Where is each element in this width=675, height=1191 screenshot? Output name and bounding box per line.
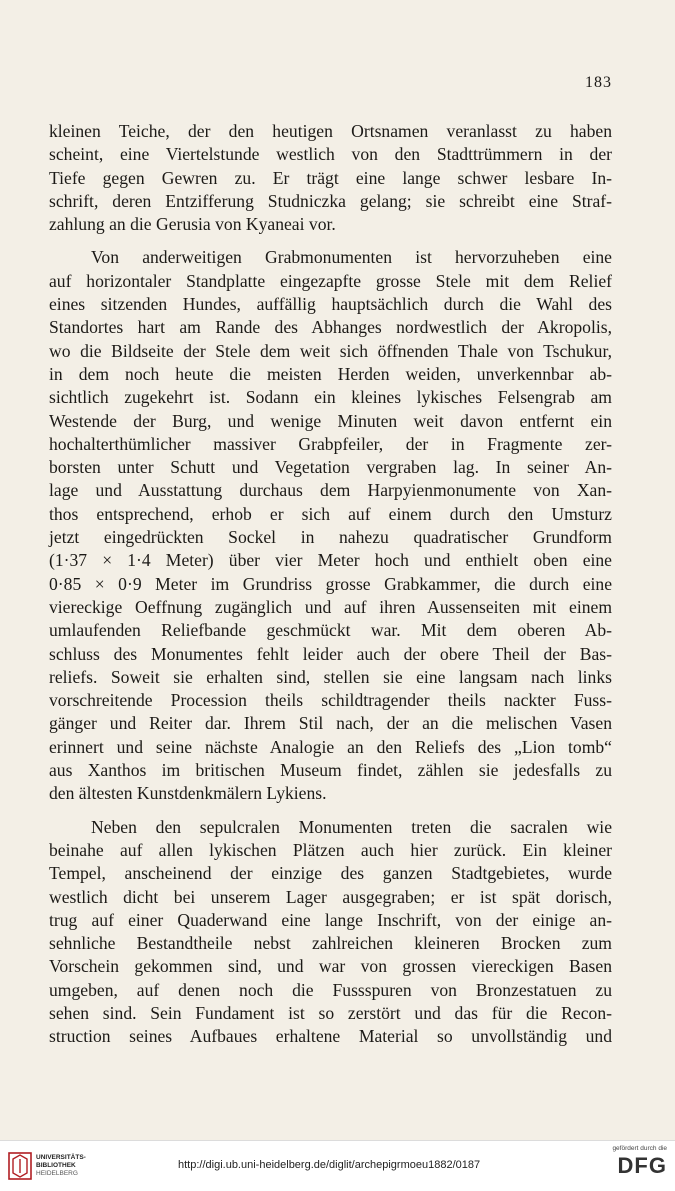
text-line: (1·37 × 1·4 Meter) über vier Meter hoch und enthielt oben eine [49,550,612,571]
text-line: umlaufenden Reliefbande geschmückt war. Mit dem oberen Ab- [49,620,612,641]
text-line: Von anderweitigen Grabmonumenten ist hervorzuheben eine [91,247,612,268]
text-line: jetzt eingedrückten Sockel in nahezu quadratischer Grundform [49,527,612,548]
text-line: kleinen Teiche, der den heutigen Ortsnamen veranlasst zu haben [49,121,612,141]
text-line: reliefs. Soweit sie erhalten sind, stellen sie eine langsam nach links [49,666,612,687]
text-line: aus Xanthos im britischen Museum findet, zählen sie jedesfalls zu [49,760,612,781]
text-line: schrift, deren Entzifferung Studniczka gelang; sie schreibt eine Straf- [49,190,612,211]
paragraph-3 [49,816,612,1049]
text-line: scheint, eine Viertelstunde westlich von den Stadttrümmern in der [49,144,612,165]
text-line: in dem noch heute die meisten Herden weiden, unverkennbar ab- [49,363,612,384]
digitization-footer [0,1140,675,1191]
paragraph-2 [49,246,612,805]
library-seal-icon [8,1151,32,1181]
paragraph-1 [49,120,612,236]
text-line: vorschreitende Procession theils schildtragender theils nackter Fuss- [49,690,612,711]
text-line: umgeben, auf denen noch die Fussspuren von Bronzestatuen zu [49,979,612,1000]
text-line: hochalterthümlicher massiver Grabpfeiler, der in Fragmente zer- [49,433,612,454]
page-number: 183 [585,74,612,91]
text-line: westlich dicht bei unserem Lager ausgegraben; er ist spät dorisch, [49,886,612,907]
library-name-line: HEIDELBERG [36,1170,78,1177]
text-line: struction seines Aufbaues erhaltene Material so unvollständig und [49,1026,612,1047]
text-line: gänger und Reiter dar. Ihrem Stil nach, der an die melischen Vasen [49,713,612,734]
text-line: Neben den sepulcralen Monumenten treten die sacralen wie [91,816,612,837]
text-line: sehnliche Bestandtheile nebst zahlreichen kleineren Brocken zum [49,933,612,954]
library-name-line: BIBLIOTHEK [36,1162,76,1169]
university-library-logo[interactable] [8,1151,98,1185]
library-name-line: UNIVERSITÄTS- [36,1154,86,1161]
text-line: schluss des Monumentes fehlt leider auch der obere Theil der Bas- [49,643,612,664]
text-line: sehen sind. Sein Fundament ist so zerstört und das für die Recon- [49,1002,612,1023]
text-line: wo die Bildseite der Stele dem weit sich öffnenden Thale von Tschukur, [49,340,612,361]
text-line: beinahe auf allen lykischen Plätzen auch hier zurück. Ein kleiner [49,839,612,860]
body-text [49,120,612,1049]
text-line: zahlung an die Gerusia von Kyaneai vor. [49,214,336,235]
text-line: Tiefe gegen Gewren zu. Er trägt eine lange schwer lesbare In- [49,167,612,188]
text-line: borsten unter Schutt und Vegetation vergraben lag. In seiner An- [49,457,612,478]
text-line: 0·85 × 0·9 Meter im Grundriss grosse Grabkammer, die durch eine [49,573,612,594]
text-line: Westende der Burg, und wenige Minuten weit davon entfernt ein [49,410,612,431]
text-line: eines sitzenden Hundes, auffällig hauptsächlich durch die Wahl des [49,294,612,315]
text-line: viereckige Oeffnung zugänglich und auf ihren Aussenseiten mit einem [49,596,612,617]
text-line: sichtlich zugekehrt ist. Sodann ein kleines lykisches Felsengrab am [49,387,612,408]
library-name [36,1154,86,1178]
text-line: trug auf einer Quaderwand eine lange Inschrift, von der einige an- [49,909,612,930]
text-line: erinnert und seine nächste Analogie an den Reliefs des „Lion tomb“ [49,736,612,757]
sponsor-caption: gefördert durch die [612,1145,667,1152]
permalink-url[interactable]: http://digi.ub.uni-heidelberg.de/diglit/archepigrmoeu1882/0187 [178,1159,481,1171]
text-line: Vorschein gekommen sind, und war von grossen viereckigen Basen [49,956,612,977]
text-line: auf horizontaler Standplatte eingezapfte grosse Stele mit dem Relief [49,270,612,291]
text-line: Tempel, anscheinend der einzige des ganzen Stadtgebietes, wurde [49,863,612,884]
text-line: thos entsprechend, erhob er sich auf einem durch den Umsturz [49,503,612,524]
dfg-logo: DFG [617,1153,667,1178]
text-line: den ältesten Kunstdenkmälern Lykiens. [49,783,327,804]
dfg-sponsor [587,1145,667,1187]
text-line: Standortes hart am Rande des Abhanges nordwestlich der Akropolis, [49,317,612,338]
text-line: lage und Ausstattung durchaus dem Harpyienmonumente von Xan- [49,480,612,501]
